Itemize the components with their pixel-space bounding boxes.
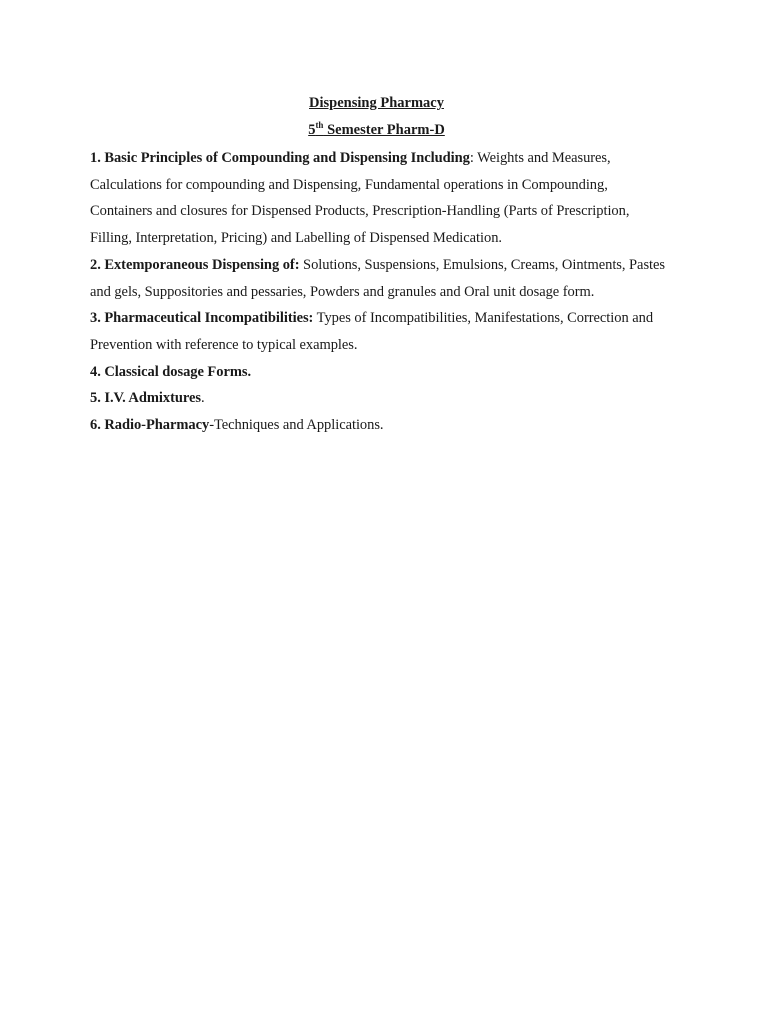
item-number: 1. (90, 150, 101, 166)
item-number: 5. (90, 390, 101, 407)
syllabus-item-5 (90, 385, 670, 412)
document-page (90, 93, 670, 439)
item-heading: Pharmaceutical Incompatibilities: (104, 310, 314, 327)
document-title: Dispensing Pharmacy (309, 95, 444, 111)
item-heading: Radio-Pharmacy (104, 417, 210, 434)
syllabus-item-1 (90, 145, 670, 252)
title-block (83, 93, 670, 140)
syllabus-item-6 (90, 412, 670, 439)
item-text: -Techniques and Applications. (209, 417, 384, 434)
item-text: Solutions, Suspensions, Emulsions, Creams, Ointments, Pastes and gels, Suppositories and pessaries, Powders and granules and Oral unit dosage form. (90, 256, 665, 300)
item-number: 6. (90, 417, 101, 434)
item-text: Weights and Measures, Calculations for compounding and Dispensing, Fundamental operations in Compounding, Containers and closures for Dispensed Products, Prescription-Handling (Parts of Prescription, Filling, Interpretation, Pricing) and Labelling of Dispensed Medication. (90, 150, 630, 247)
syllabus-item-3 (90, 305, 670, 358)
document-subtitle (83, 120, 670, 140)
item-text: . (200, 390, 205, 407)
item-number: 4. (90, 363, 101, 380)
item-heading: Classical dosage Forms. (104, 363, 252, 380)
item-heading: Basic Principles of Compounding and Dispensing Including (104, 150, 470, 166)
syllabus-item-2 (90, 252, 670, 305)
item-separator: : (469, 150, 474, 166)
subtitle-rest: Semester Pharm-D (323, 122, 445, 138)
item-heading: Extemporaneous Dispensing of: (104, 256, 300, 273)
item-text: Types of Incompatibilities, Manifestations, Correction and Prevention with reference to typical examples. (90, 310, 654, 353)
subtitle-number: 5 (308, 122, 316, 138)
item-number: 3. (90, 310, 101, 327)
item-heading: I.V. Admixtures (104, 390, 201, 407)
item-number: 2. (90, 256, 101, 273)
subtitle-superscript: th (315, 120, 324, 131)
syllabus-item-4 (90, 359, 670, 386)
